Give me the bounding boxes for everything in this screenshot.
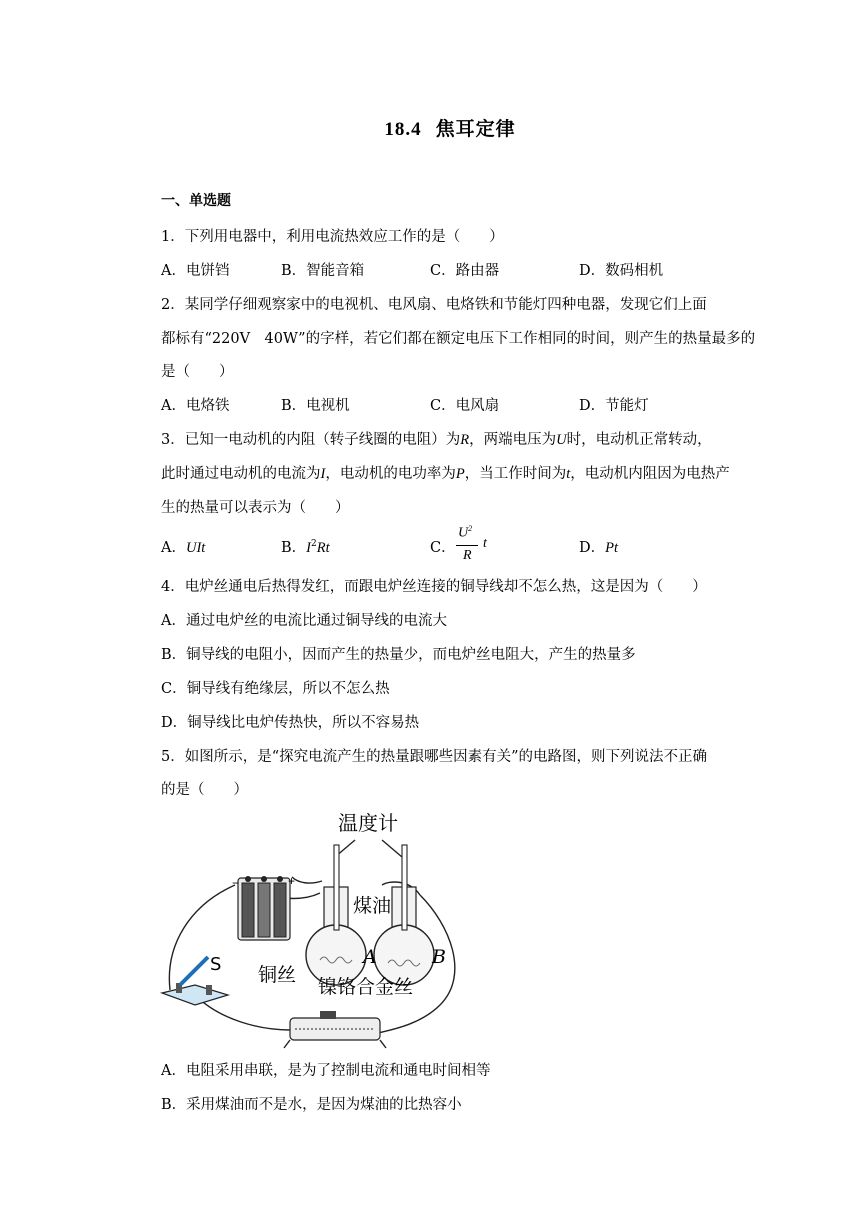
section-heading: 一、单选题 [161, 193, 231, 209]
kerosene-label: 煤油 [353, 895, 392, 917]
fraction-denominator: R [463, 548, 472, 563]
fraction-time: t [483, 536, 487, 551]
option: B．智能音箱 [281, 263, 365, 279]
question-3-stem-line: 此时通过电动机的电流为I，电动机的电功率为P，当工作时间为t，电动机内阻因为电热产 [161, 466, 730, 482]
question-2-stem-line: 都标有“220V 40W”的字样，若它们都在额定电压下工作相同的时间，则产生的热量最多的 [161, 331, 756, 347]
option-d: D．Pt [579, 540, 619, 556]
fraction-bar [456, 545, 478, 546]
option: B．电视机 [281, 398, 350, 414]
copper-wire-label: 铜丝 [258, 964, 297, 986]
question-1-stem: 1．下列用电器中，利用电流热效应工作的是（ ） [161, 229, 504, 245]
flask-b-label: B [432, 946, 446, 968]
question-4-option: A．通过电炉丝的电流比通过铜导线的电流大 [161, 613, 447, 629]
switch-label: S [210, 954, 222, 975]
question-4-option: D．铜导线比电炉传热快，所以不容易热 [161, 715, 420, 731]
alloy-wire-label: 镍铬合金丝 [318, 976, 414, 998]
option: A．电饼铛 [161, 263, 230, 279]
option: D．数码相机 [579, 263, 664, 279]
minus-sign: − [232, 876, 240, 890]
question-2-stem-line: 是（ ） [161, 364, 234, 380]
option: C．路由器 [430, 263, 500, 279]
wire [292, 877, 322, 883]
question-3-stem-line: 生的热量可以表示为（ ） [161, 500, 350, 516]
wire [169, 885, 235, 990]
circuit-diagram [150, 805, 470, 1055]
question-5-stem-line: 的是（ ） [161, 782, 248, 798]
question-5-option: A．电阻采用串联，是为了控制电流和通电时间相等 [161, 1063, 491, 1079]
option-c: C． [430, 540, 456, 556]
option: A．电烙铁 [161, 398, 230, 414]
question-4-stem: 4．电炉丝通电后热得发红，而跟电炉丝连接的铜导线却不怎么热，这是因为（ ） [161, 579, 707, 595]
question-3-stem-line: 3．已知一电动机的内阻（转子线圈的电阻）为R，两端电压为U时，电动机正常转动， [161, 432, 712, 448]
fraction-numerator: $U^2$ [458, 524, 473, 541]
option-b: B．$I^2Rt$ [281, 539, 330, 556]
question-1-options [161, 259, 721, 279]
question-5-stem-line: 5．如图所示，是“探究电流产生的热量跟哪些因素有关”的电路图，则下列说法不正确 [161, 749, 708, 765]
plus-sign: + [288, 874, 296, 888]
flask-a-label: A [363, 946, 377, 968]
question-5-option: B．采用煤油而不是水，是因为煤油的比热容小 [161, 1097, 462, 1113]
option: D．节能灯 [579, 398, 649, 414]
question-2-options [161, 394, 721, 414]
thermometer-label: 温度计 [338, 811, 398, 835]
question-4-option: B．铜导线的电阻小，因而产生的热量少，而电炉丝电阻大，产生的热量多 [161, 647, 636, 663]
option-a: A．UIt [161, 540, 206, 556]
question-3-options [161, 524, 721, 572]
question-2-stem-line: 2．某同学仔细观察家中的电视机、电风扇、电烙铁和节能灯四种电器，发现它们上面 [161, 297, 707, 313]
title-number: 18.4 [384, 119, 422, 140]
option: C．电风扇 [430, 398, 500, 414]
rheostat-icon [284, 1011, 386, 1048]
page-title [0, 114, 860, 141]
title-text: 焦耳定律 [435, 118, 516, 140]
question-4-option: C．铜导线有绝缘层，所以不怎么热 [161, 681, 390, 697]
battery-icon [238, 876, 290, 940]
